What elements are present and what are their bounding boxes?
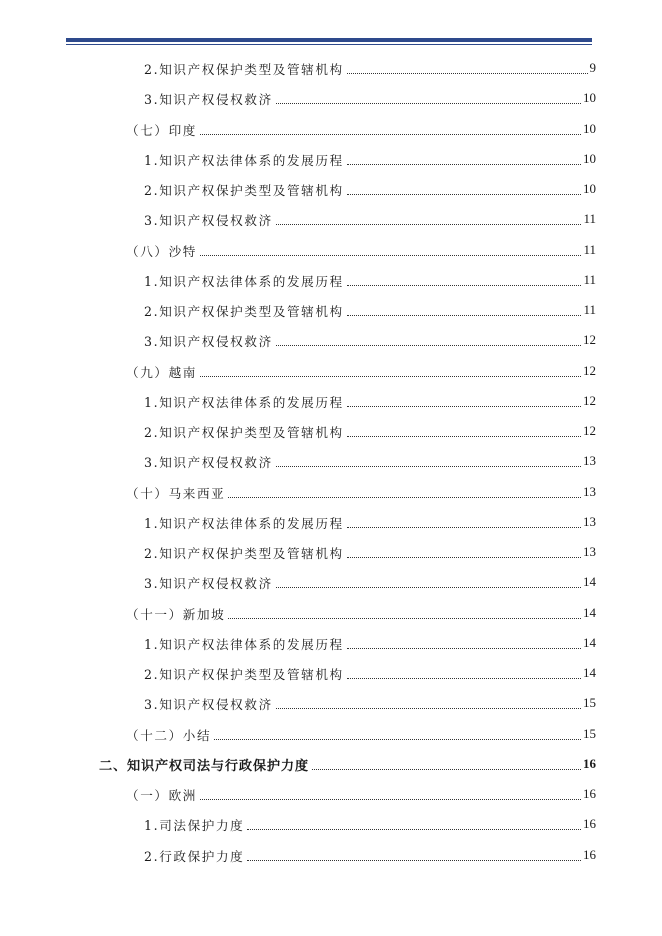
toc-entry-page-number: 12 <box>583 393 596 408</box>
toc-entry-page-number: 10 <box>583 181 596 196</box>
toc-entry-title: 2.知识产权保护类型及管辖机构 <box>144 303 344 319</box>
toc-entry[interactable] <box>126 477 596 507</box>
toc-dot-leader <box>276 708 581 709</box>
toc-dot-leader <box>347 557 581 558</box>
toc-entry-page-number: 15 <box>583 726 596 741</box>
toc-entry-page-number: 15 <box>583 695 596 710</box>
toc-entry[interactable] <box>144 144 596 174</box>
toc-entry[interactable] <box>144 840 596 870</box>
toc-dot-leader <box>347 285 582 286</box>
toc-entry-page-number: 16 <box>583 786 596 801</box>
toc-entry-page-number: 14 <box>583 665 596 680</box>
toc-entry[interactable] <box>144 325 596 355</box>
toc-entry[interactable] <box>144 809 596 839</box>
toc-entry[interactable] <box>144 295 596 325</box>
toc-entry[interactable] <box>126 114 596 144</box>
toc-entry-page-number: 14 <box>583 605 596 620</box>
toc-entry[interactable] <box>144 446 596 476</box>
toc-entry-page-number: 10 <box>583 151 596 166</box>
toc-entry-title: 2.知识产权保护类型及管辖机构 <box>144 545 344 561</box>
toc-entry-page-number: 13 <box>583 544 596 559</box>
toc-entry[interactable] <box>144 628 596 658</box>
toc-entry-page-number: 13 <box>583 514 596 529</box>
toc-entry-title: 1.知识产权法律体系的发展历程 <box>144 273 344 289</box>
toc-entry[interactable] <box>126 598 596 628</box>
toc-dot-leader <box>228 618 581 619</box>
toc-dot-leader <box>347 73 588 74</box>
toc-dot-leader <box>347 527 581 528</box>
toc-entry[interactable] <box>144 416 596 446</box>
toc-entry[interactable] <box>144 174 596 204</box>
toc-dot-leader <box>312 769 581 770</box>
toc-entry-page-number: 16 <box>583 816 596 831</box>
toc-dot-leader <box>347 648 581 649</box>
toc-entry-title: 3.知识产权侵权救济 <box>144 454 273 470</box>
toc-entry[interactable] <box>144 688 596 718</box>
toc-entry[interactable] <box>99 749 596 779</box>
toc-entry[interactable] <box>126 779 596 809</box>
toc-dot-leader <box>276 103 581 104</box>
toc-entry-page-number: 12 <box>583 363 596 378</box>
toc-entry[interactable] <box>144 53 596 83</box>
toc-dot-leader <box>347 315 582 316</box>
toc-dot-leader <box>276 224 582 225</box>
toc-dot-leader <box>214 739 581 740</box>
toc-entry-title: （十一）新加坡 <box>126 606 226 622</box>
toc-entry-page-number: 13 <box>583 484 596 499</box>
header-rule <box>66 38 592 45</box>
toc-entry-page-number: 12 <box>583 423 596 438</box>
toc-dot-leader <box>200 376 581 377</box>
toc-entry-title: （十）马来西亚 <box>126 485 226 501</box>
toc-entry-page-number: 13 <box>583 453 596 468</box>
toc-entry-page-number: 10 <box>583 121 596 136</box>
toc-entry[interactable] <box>144 204 596 234</box>
toc-dot-leader <box>200 799 581 800</box>
toc-entry-title: 3.知识产权侵权救济 <box>144 575 273 591</box>
toc-dot-leader <box>347 436 581 437</box>
toc-entry-title: 二、知识产权司法与行政保护力度 <box>99 758 309 774</box>
toc-entry-page-number: 14 <box>583 574 596 589</box>
toc-entry-title: 3.知识产权侵权救济 <box>144 91 273 107</box>
toc-entry-title: 3.知识产权侵权救济 <box>144 212 273 228</box>
toc-dot-leader <box>276 345 581 346</box>
toc-entry-title: （九）越南 <box>126 364 197 380</box>
toc-dot-leader <box>347 678 581 679</box>
toc-entry[interactable] <box>144 83 596 113</box>
toc-dot-leader <box>200 134 581 135</box>
toc-dot-leader <box>247 829 581 830</box>
toc-entry-page-number: 11 <box>583 242 596 257</box>
toc-entry-page-number: 12 <box>583 332 596 347</box>
toc-entry[interactable] <box>144 537 596 567</box>
toc-entry-page-number: 11 <box>583 211 596 226</box>
toc-dot-leader <box>347 164 581 165</box>
toc-entry-title: （七）印度 <box>126 122 197 138</box>
toc-entry-title: 1.司法保护力度 <box>144 817 245 833</box>
toc-entry-title: 2.知识产权保护类型及管辖机构 <box>144 182 344 198</box>
toc-entry-page-number: 14 <box>583 635 596 650</box>
toc-entry[interactable] <box>144 567 596 597</box>
toc-entry-page-number: 10 <box>583 90 596 105</box>
toc-entry-page-number: 11 <box>583 302 596 317</box>
toc-entry[interactable] <box>126 719 596 749</box>
toc-entry-page-number: 11 <box>583 272 596 287</box>
toc-entry[interactable] <box>144 265 596 295</box>
toc-dot-leader <box>228 497 581 498</box>
toc-entry-title: 2.知识产权保护类型及管辖机构 <box>144 666 344 682</box>
toc-dot-leader <box>347 406 581 407</box>
toc-entry[interactable] <box>126 356 596 386</box>
toc-entry-title: （一）欧洲 <box>126 787 197 803</box>
toc-entry-page-number: 16 <box>583 756 596 771</box>
toc-entry-title: （八）沙特 <box>126 243 197 259</box>
toc-entry-title: 2.行政保护力度 <box>144 848 245 864</box>
toc-entry[interactable] <box>144 507 596 537</box>
toc-entry-page-number: 9 <box>589 60 596 75</box>
toc-entry-title: 1.知识产权法律体系的发展历程 <box>144 152 344 168</box>
toc-entry-title: 2.知识产权保护类型及管辖机构 <box>144 424 344 440</box>
toc-entry-title: 1.知识产权法律体系的发展历程 <box>144 394 344 410</box>
toc-dot-leader <box>276 587 581 588</box>
toc-entry-title: 3.知识产权侵权救济 <box>144 696 273 712</box>
toc-entry-title: 3.知识产权侵权救济 <box>144 333 273 349</box>
toc-entry[interactable] <box>144 658 596 688</box>
toc-entry-title: 1.知识产权法律体系的发展历程 <box>144 515 344 531</box>
toc-entry[interactable] <box>144 386 596 416</box>
toc-dot-leader <box>247 860 581 861</box>
toc-dot-leader <box>276 466 581 467</box>
header-rule-thick <box>66 38 592 42</box>
header-rule-thin <box>66 44 592 45</box>
toc-dot-leader <box>347 194 581 195</box>
toc-entry-page-number: 16 <box>583 847 596 862</box>
toc-entry[interactable] <box>126 235 596 265</box>
toc-dot-leader <box>200 255 582 256</box>
toc-entry-title: 1.知识产权法律体系的发展历程 <box>144 636 344 652</box>
toc-entry-title: （十二）小结 <box>126 727 212 743</box>
toc-entry-title: 2.知识产权保护类型及管辖机构 <box>144 61 344 77</box>
